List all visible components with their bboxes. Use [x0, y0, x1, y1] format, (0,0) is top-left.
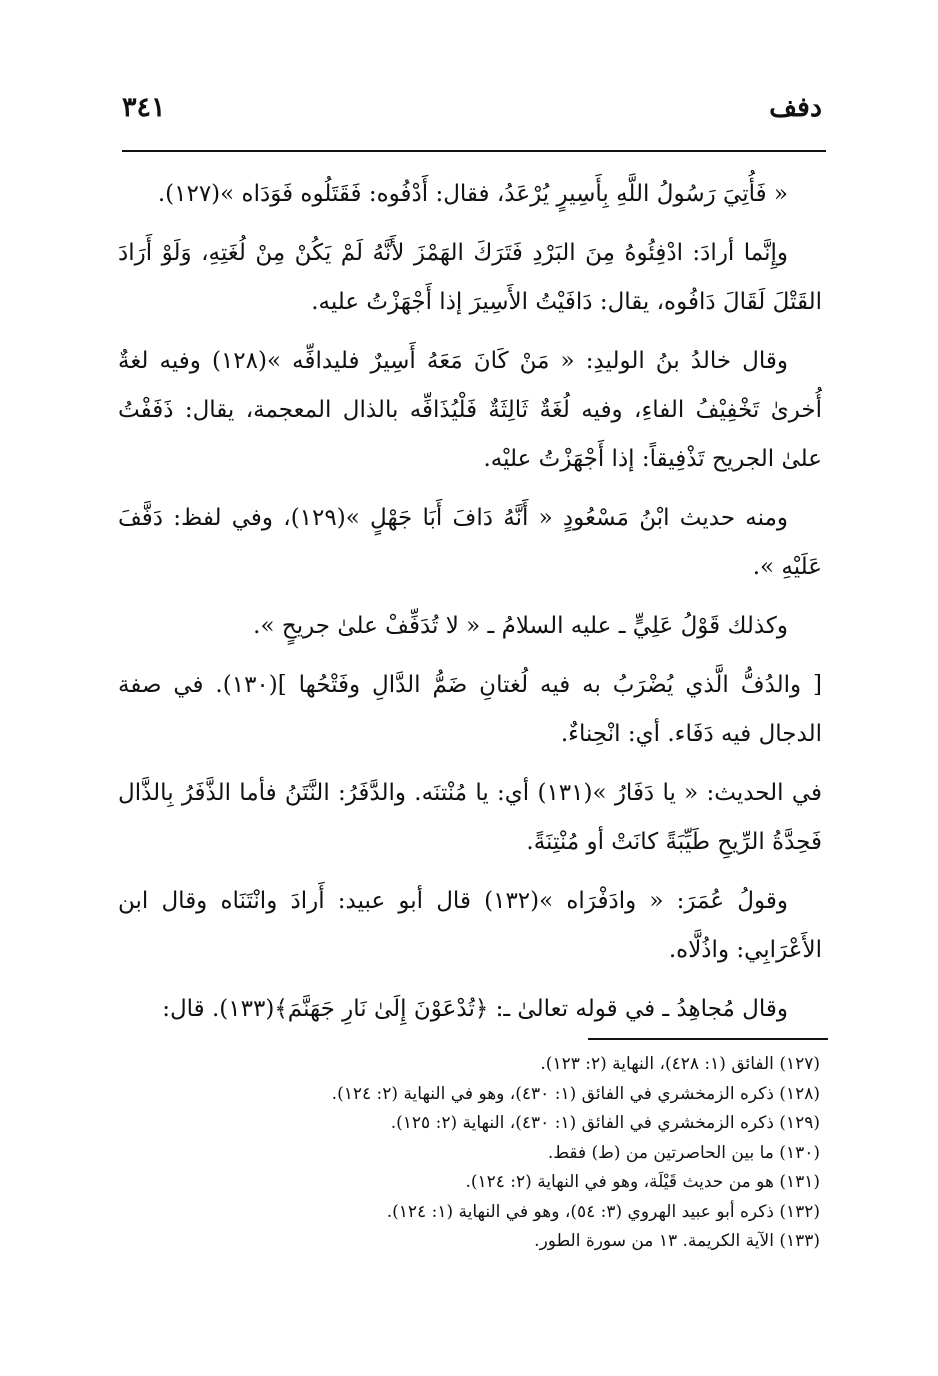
header-divider [122, 150, 826, 152]
paragraph-8: وقولُ عُمَرَ: « وادَفْرَاه »(١٣٢) قال أبو عبيد: أَرادَ وانْتَنَاه وقال ابن الأَعْرَابِي: واذُلَّاه. [118, 888, 822, 963]
paragraph-9: وقال مُجاهِدُ ـ في قوله تعالىٰ ـ: ﴿تُدْعَوْنَ إِلَىٰ نَارِ جَهَنَّمَ﴾(١٣٣). قال: [162, 996, 788, 1022]
page-header [122, 92, 822, 142]
entry-word-heading: دفف [769, 92, 822, 123]
paragraph-1: « فَأُتِيَ رَسُولُ اللَّهِ بِأَسِيرٍ يُرْعَدُ، فقال: أَدْفُوه: فَقَتَلُوه فَوَدَاه »(١٢٧). [157, 181, 788, 207]
page-number: ٣٤١ [122, 92, 166, 123]
footnote-132: (١٣٢) ذكره أبو عبيد الهروي (٣: ٥٤)، وهو في النهاية (١: ١٢٤). [386, 1201, 820, 1222]
paragraph-2: وإِنَّما أرادَ: ادْفِئُوهُ مِنَ البَرْدِ فَتَرَكَ الهَمْزَ لأَنَّهُ لَمْ يَكُنْ مِنْ لُغَتِهِ، وَلَوْ أَرَادَ القَتْلَ لَقَالَ دَافُوه، يقال: دَافَيْتُ الأَسِيرَ إذا أَجْهَزْتُ عليه. [118, 240, 822, 315]
footnote-127: (١٢٧) الفائق (١: ٤٢٨)، النهاية (٢: ١٢٣). [540, 1054, 820, 1074]
footnote-128: (١٢٨) ذكره الزمخشري في الفائق (١: ٤٣٠)، وهو في النهاية (٢: ١٢٤). [331, 1083, 820, 1104]
footnotes [118, 1050, 820, 1257]
paragraph-5: وكذلك قَوْلُ عَلِيٍّ ـ عليه السلامُ ـ « لا تُدَفِّفْ علىٰ جريحٍ ». [253, 613, 788, 639]
footnote-133: (١٣٣) الآية الكريمة. ١٣ من سورة الطور. [534, 1231, 820, 1251]
footnote-131: (١٣١) هو من حديث قَيْلَة، وهو في النهاية (٢: ١٢٤). [465, 1172, 820, 1192]
paragraph-4: ومنه حديث ابْنُ مَسْعُودٍ « أَنَّهُ دَافَ أَبَا جَهْلٍ »(١٢٩)، وفي لفظ: دَفَّفَ عَلَيْهِ ». [118, 505, 822, 580]
footnote-130: (١٣٠) ما بين الحاصرتين من (ط) فقط. [547, 1142, 820, 1163]
paragraph-3: وقال خالدُ بنُ الوليدِ: « مَنْ كَانَ مَعَهُ أَسِيرٌ فليدافِّه »(١٢٨) وفيه لغةٌ أُخرىٰ تَخْفِيْفُ الفاءِ، وفيه لُغَةٌ ثَالِثَةٌ فَلْيُذَافِّه بالذال المعجمة، يقال: ذَفَفْتُ علىٰ الجريح تَذْفِيقاً: إذا أَجْهَزْتُ عليْه. [118, 348, 822, 472]
footnote-divider [588, 1038, 828, 1040]
main-text [118, 170, 822, 1044]
paragraph-7: في الحديث: « يا دَفَارُ »(١٣١) أي: يا مُنْتنَه. والدَّفَرُ: النَّتَنُ فأما الذَّفَرُ بِالذَّال فَحِدَّةُ الرِّيحِ طَيِّبَةً كانَتْ أو مُنْتِنَةً. [118, 780, 822, 855]
paragraph-6: [ والدُفُّ الَّذي يُضْرَبُ به فيه لُغتانِ ضَمُّ الدَّالِ وفَتْحُها ](١٣٠). في صفة الدجال فيه دَفَاء. أي: انْحِناءٌ. [118, 672, 822, 747]
footnote-129: (١٢٩) ذكره الزمخشري في الفائق (١: ٤٣٠)، النهاية (٢: ١٢٥). [390, 1113, 820, 1133]
